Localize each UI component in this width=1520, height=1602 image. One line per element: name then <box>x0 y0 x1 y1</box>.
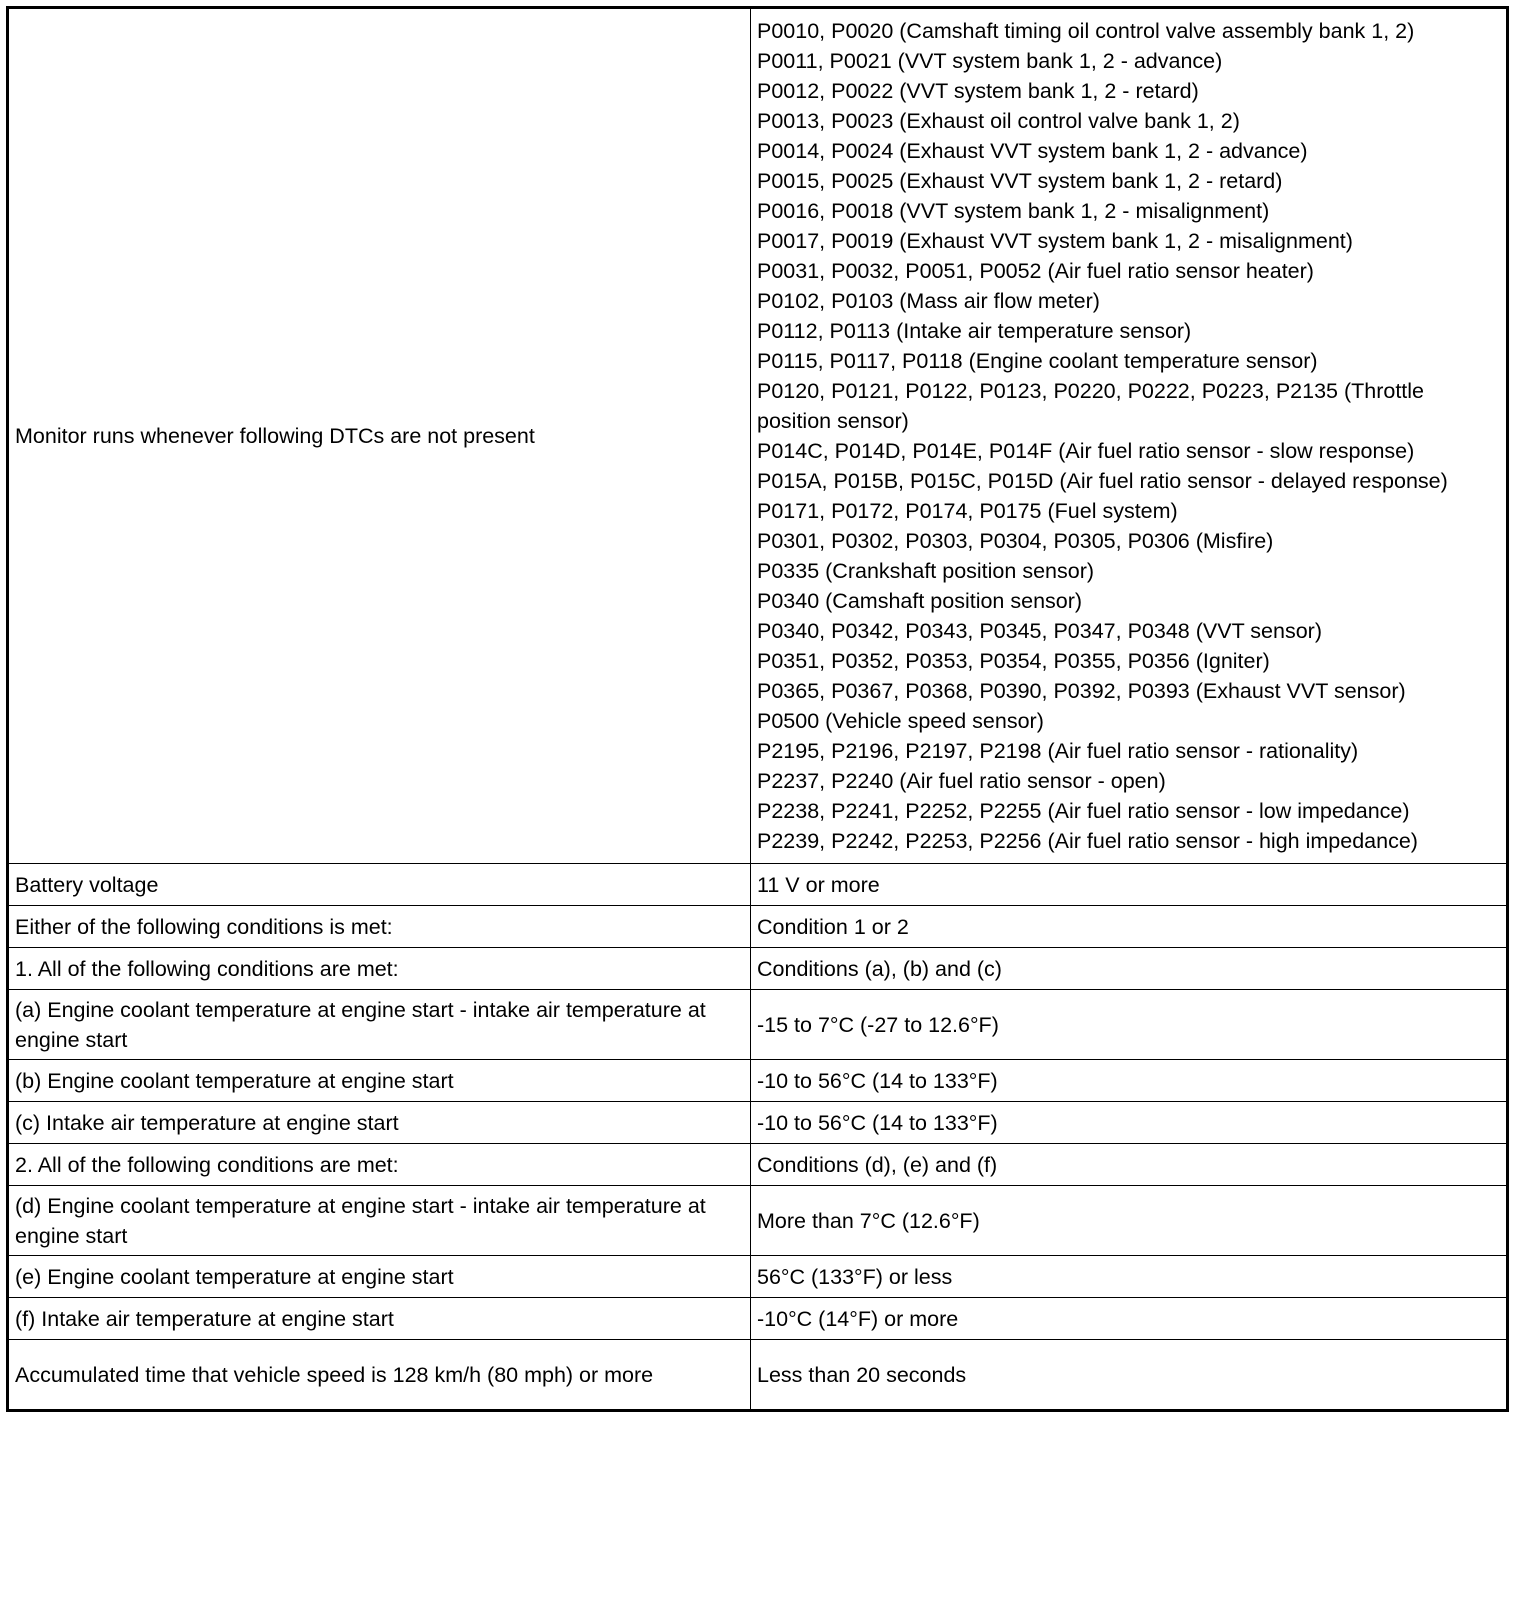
row-value: Less than 20 seconds <box>751 1340 1508 1411</box>
dtc-list-item: P014C, P014D, P014E, P014F (Air fuel ratio sensor - slow response) <box>757 439 1415 463</box>
row-value: -15 to 7°C (-27 to 12.6°F) <box>751 990 1508 1060</box>
row-value: 56°C (133°F) or less <box>751 1256 1508 1298</box>
dtc-list-item: P0010, P0020 (Camshaft timing oil control valve assembly bank 1, 2) <box>757 19 1415 43</box>
row-label: (a) Engine coolant temperature at engine start - intake air temperature at engine start <box>8 990 751 1060</box>
row-label: Either of the following conditions is met: <box>8 906 751 948</box>
dtc-list-item: P0500 (Vehicle speed sensor) <box>757 709 1044 733</box>
row-label: (f) Intake air temperature at engine start <box>8 1298 751 1340</box>
row-value: 11 V or more <box>751 864 1508 906</box>
row-label: Accumulated time that vehicle speed is 128 km/h (80 mph) or more <box>8 1340 751 1411</box>
row-label: (c) Intake air temperature at engine start <box>8 1102 751 1144</box>
table-row-condition-d <box>8 1186 1508 1256</box>
dtc-list-item: P0171, P0172, P0174, P0175 (Fuel system) <box>757 499 1178 523</box>
dtc-list-item: P0112, P0113 (Intake air temperature sensor) <box>757 319 1192 343</box>
table-row-battery-voltage <box>8 864 1508 906</box>
dtc-row-label: Monitor runs whenever following DTCs are not present <box>8 8 751 864</box>
dtc-list-item: P0120, P0121, P0122, P0123, P0220, P0222, P0223, P2135 (Throttle position sensor) <box>757 379 1425 433</box>
table-row-vehicle-speed-time <box>8 1340 1508 1411</box>
dtc-list-item: P2237, P2240 (Air fuel ratio sensor - open) <box>757 769 1166 793</box>
dtc-list-item: P0011, P0021 (VVT system bank 1, 2 - advance) <box>757 49 1223 73</box>
table-row-condition-2 <box>8 1144 1508 1186</box>
dtc-list-item: P2239, P2242, P2253, P2256 (Air fuel ratio sensor - high impedance) <box>757 829 1418 853</box>
dtc-list-item: P0115, P0117, P0118 (Engine coolant temperature sensor) <box>757 349 1318 373</box>
dtc-list-item: P0351, P0352, P0353, P0354, P0355, P0356 (Igniter) <box>757 649 1270 673</box>
dtc-list-item: P0102, P0103 (Mass air flow meter) <box>757 289 1100 313</box>
dtc-list-item: P0340 (Camshaft position sensor) <box>757 589 1083 613</box>
row-label: 1. All of the following conditions are met: <box>8 948 751 990</box>
row-label: Battery voltage <box>8 864 751 906</box>
dtc-list-item: P0031, P0032, P0051, P0052 (Air fuel ratio sensor heater) <box>757 259 1314 283</box>
row-label: 2. All of the following conditions are met: <box>8 1144 751 1186</box>
dtc-list-item: P0013, P0023 (Exhaust oil control valve bank 1, 2) <box>757 109 1240 133</box>
row-value: -10°C (14°F) or more <box>751 1298 1508 1340</box>
row-label: (d) Engine coolant temperature at engine start - intake air temperature at engine start <box>8 1186 751 1256</box>
row-value: -10 to 56°C (14 to 133°F) <box>751 1102 1508 1144</box>
dtc-list-item: P0017, P0019 (Exhaust VVT system bank 1, 2 - misalignment) <box>757 229 1353 253</box>
table-row-either-condition <box>8 906 1508 948</box>
dtc-list-item: P0014, P0024 (Exhaust VVT system bank 1, 2 - advance) <box>757 139 1308 163</box>
dtc-list-item: P0016, P0018 (VVT system bank 1, 2 - misalignment) <box>757 199 1270 223</box>
dtc-list-item: P0015, P0025 (Exhaust VVT system bank 1, 2 - retard) <box>757 169 1283 193</box>
table-row-condition-c <box>8 1102 1508 1144</box>
dtc-list-item: P0335 (Crankshaft position sensor) <box>757 559 1095 583</box>
dtc-list-item: P2195, P2196, P2197, P2198 (Air fuel ratio sensor - rationality) <box>757 739 1359 763</box>
dtc-list-item: P0301, P0302, P0303, P0304, P0305, P0306 (Misfire) <box>757 529 1274 553</box>
dtc-list-item: P2238, P2241, P2252, P2255 (Air fuel ratio sensor - low impedance) <box>757 799 1410 823</box>
table-row-dtc-list <box>8 8 1508 864</box>
row-value: More than 7°C (12.6°F) <box>751 1186 1508 1256</box>
row-label: (b) Engine coolant temperature at engine start <box>8 1060 751 1102</box>
row-label: (e) Engine coolant temperature at engine start <box>8 1256 751 1298</box>
row-value: Conditions (d), (e) and (f) <box>751 1144 1508 1186</box>
table-row-condition-a <box>8 990 1508 1060</box>
dtc-list-item: P0012, P0022 (VVT system bank 1, 2 - retard) <box>757 79 1199 103</box>
table-row-condition-1 <box>8 948 1508 990</box>
monitor-conditions-table <box>6 6 1509 1412</box>
dtc-list-item: P015A, P015B, P015C, P015D (Air fuel ratio sensor - delayed response) <box>757 469 1448 493</box>
row-value: Conditions (a), (b) and (c) <box>751 948 1508 990</box>
dtc-list-item: P0365, P0367, P0368, P0390, P0392, P0393 (Exhaust VVT sensor) <box>757 679 1406 703</box>
table-row-condition-e <box>8 1256 1508 1298</box>
table-row-condition-f <box>8 1298 1508 1340</box>
dtc-list-item: P0340, P0342, P0343, P0345, P0347, P0348 (VVT sensor) <box>757 619 1322 643</box>
row-value: -10 to 56°C (14 to 133°F) <box>751 1060 1508 1102</box>
row-value: Condition 1 or 2 <box>751 906 1508 948</box>
dtc-list-cell <box>751 8 1508 864</box>
table-row-condition-b <box>8 1060 1508 1102</box>
